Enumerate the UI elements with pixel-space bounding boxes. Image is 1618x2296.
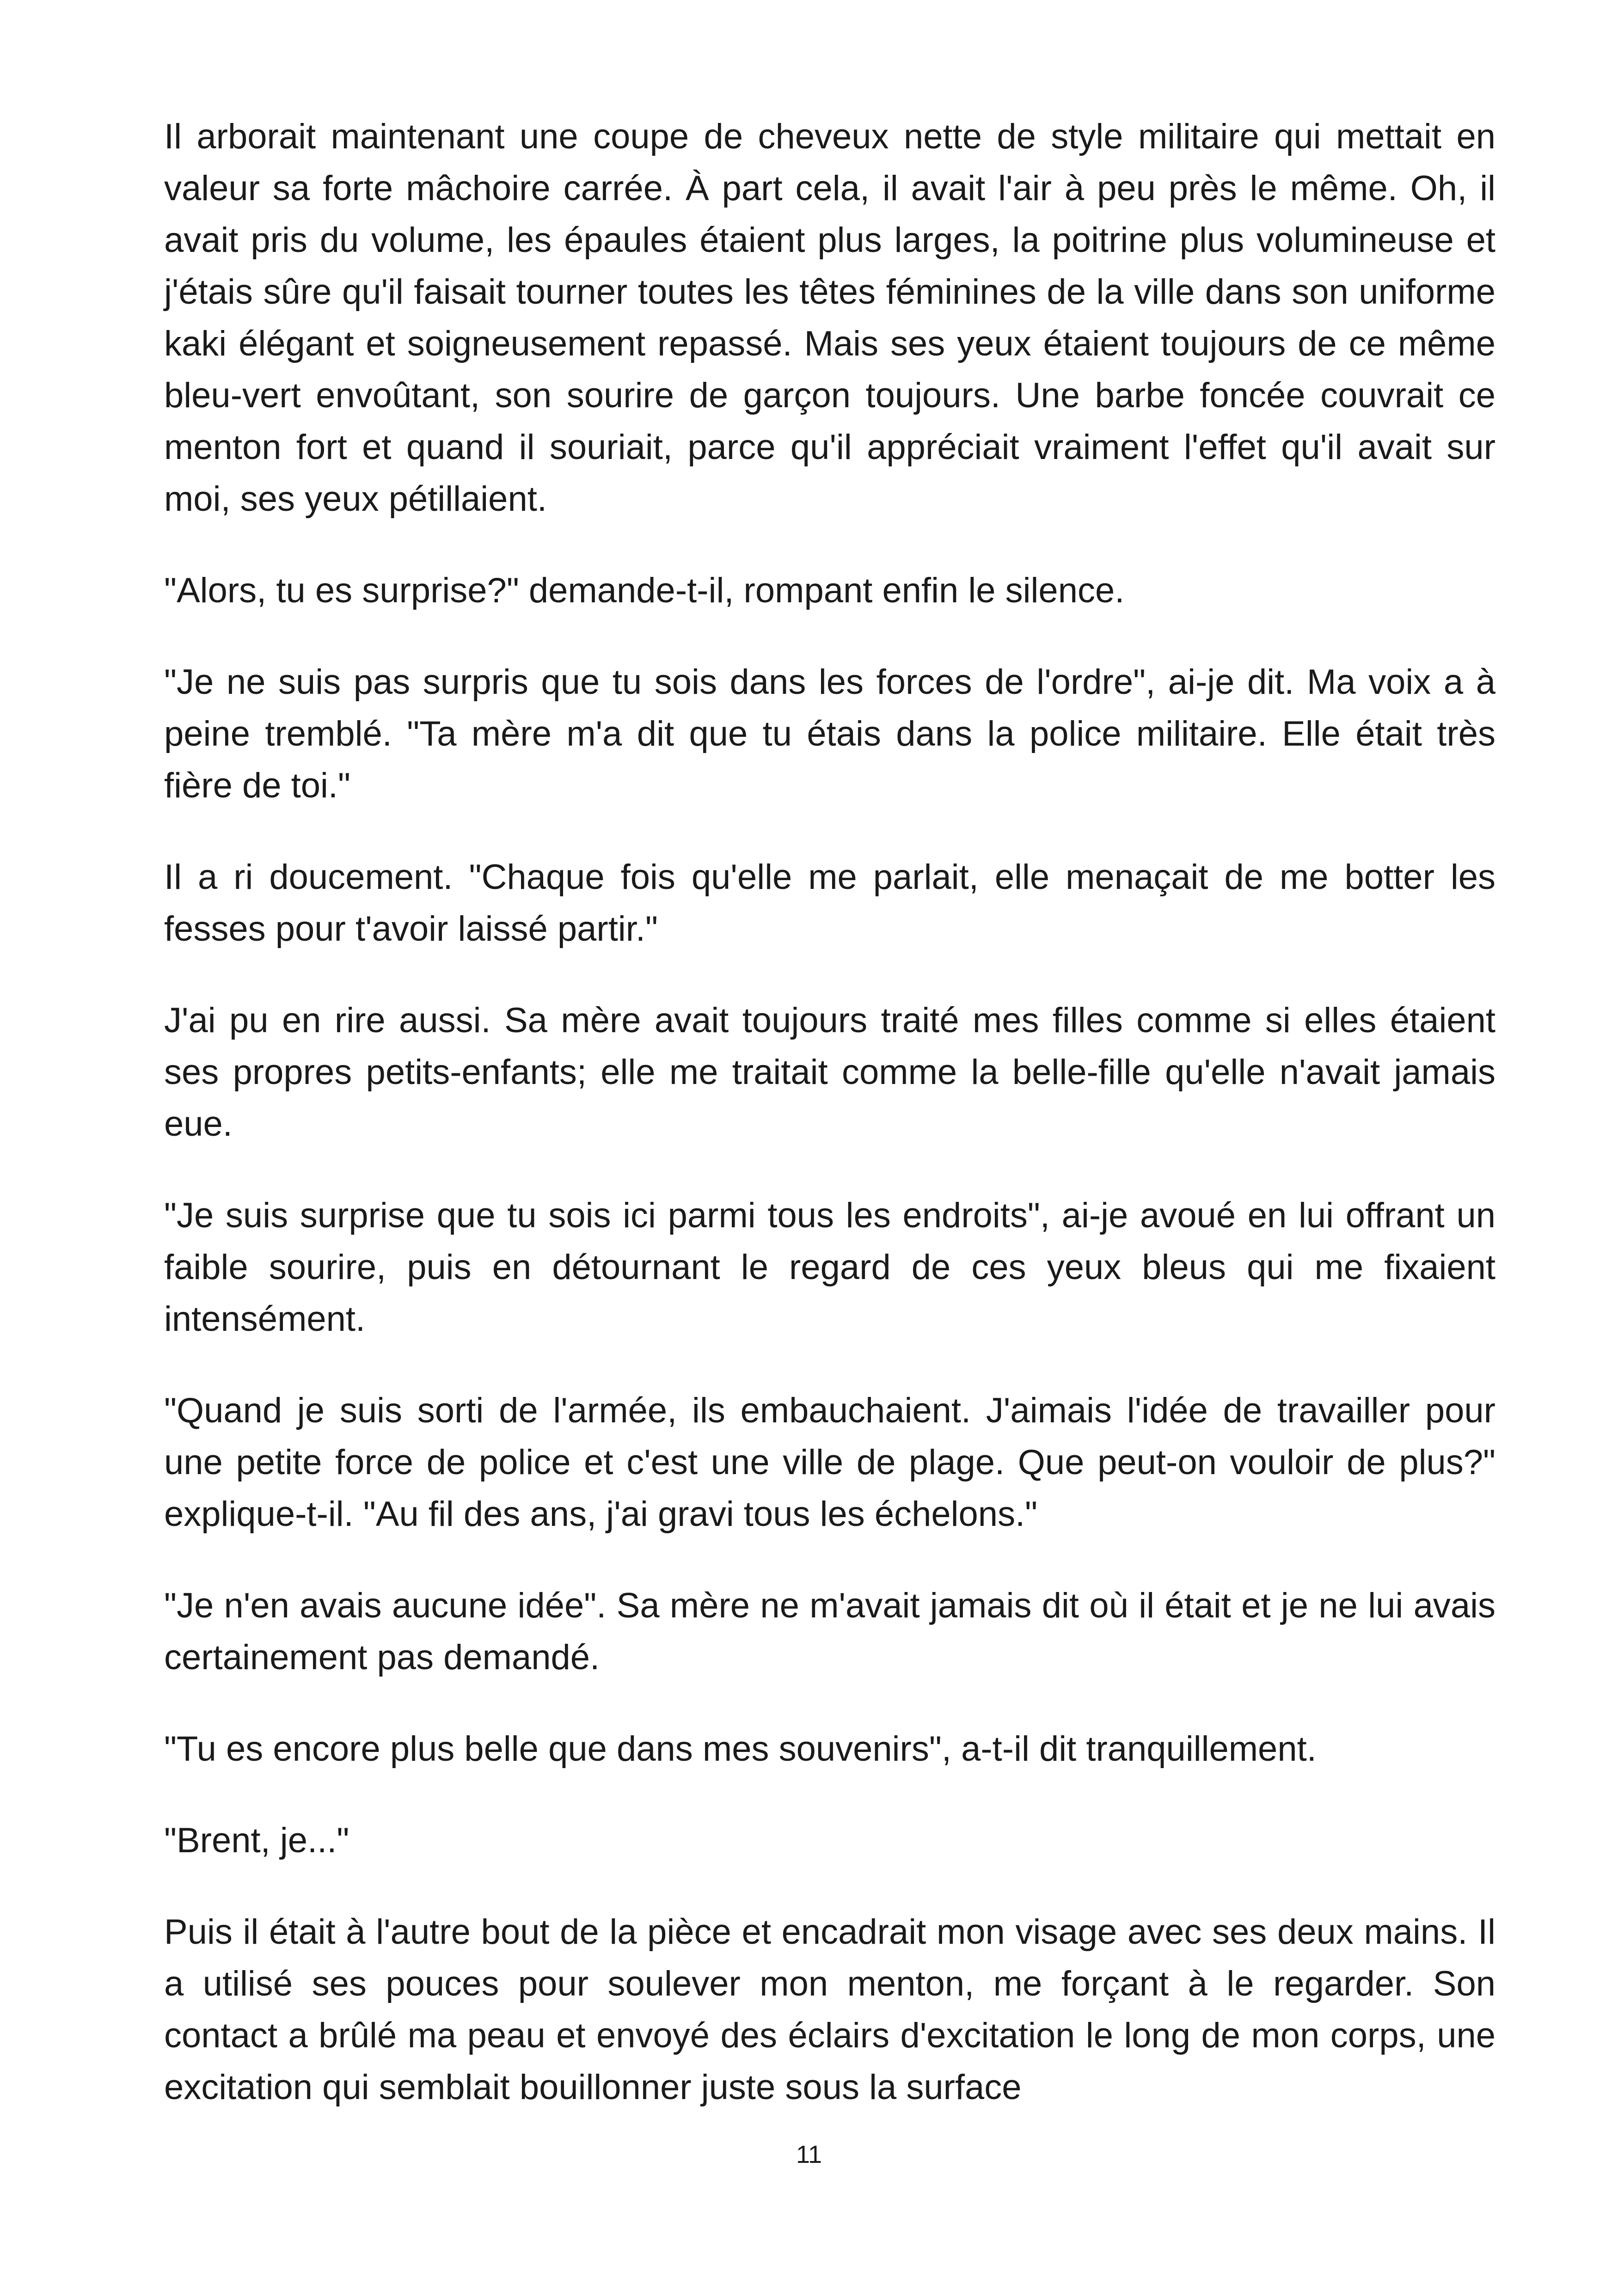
body-text <box>164 111 1495 2113</box>
paragraph-4: Il a ri doucement. "Chaque fois qu'elle me parlait, elle menaçait de me botter les fesses pour t'avoir laissé partir." <box>164 857 1495 949</box>
paragraph-5: J'ai pu en rire aussi. Sa mère avait toujours traité mes filles comme si elles étaient ses propres petits-enfants; elle me traitait comme la belle-fille qu'elle n'avait jamais eue. <box>164 1001 1495 1144</box>
paragraph-8: "Je n'en avais aucune idée". Sa mère ne m'avait jamais dit où il était et je ne lui avais certainement pas demandé. <box>164 1586 1495 1677</box>
page-number: 11 <box>796 2141 822 2168</box>
paragraph-2: "Alors, tu es surprise?" demande-t-il, rompant enfin le silence. <box>164 571 1125 610</box>
paragraph-7: "Quand je suis sorti de l'armée, ils embauchaient. J'aimais l'idée de travailler pour une petite force de police et c'est une ville de plage. Que peut-on vouloir de plus?" explique-t-il. "Au fil des ans, j'ai gravi tous les échelons." <box>164 1391 1495 1534</box>
paragraph-6: "Je suis surprise que tu sois ici parmi tous les endroits", ai-je avoué en lui offrant un faible sourire, puis en détournant le regard de ces yeux bleus qui me fixaient intensément. <box>164 1196 1495 1339</box>
paragraph-10: "Brent, je..." <box>164 1821 349 1860</box>
paragraph-3: "Je ne suis pas surpris que tu sois dans les forces de l'ordre", ai-je dit. Ma voix a à peine tremblé. "Ta mère m'a dit que tu étais dans la police militaire. Elle était très fière de toi." <box>164 662 1495 805</box>
paragraph-11: Puis il était à l'autre bout de la pièce et encadrait mon visage avec ses deux mains. Il a utilisé ses pouces pour soulever mon menton, me forçant à le regarder. Son contact a brûlé ma peau et envoyé des éclairs d'excitation le long de mon corps, une excitation qui semblait bouillonner juste sous la surface <box>164 1912 1495 2107</box>
paragraph-9: "Tu es encore plus belle que dans mes souvenirs", a-t-il dit tranquillement. <box>164 1729 1317 1769</box>
paragraph-1: Il arborait maintenant une coupe de cheveux nette de style militaire qui mettait en valeur sa forte mâchoire carrée. À part cela, il avait l'air à peu près le même. Oh, il avait pris du volume, les épaules étaient plus larges, la poitrine plus volumineuse et j'étais sûre qu'il faisait tourner toutes les têtes féminines de la ville dans son uniforme kaki élégant et soigneusement repassé. Mais ses yeux étaient toujours de ce même bleu-vert envoûtant, son sourire de garçon toujours. Une barbe foncée couvrait ce menton fort et quand il souriait, parce qu'il appréciait vraiment l'effet qu'il avait sur moi, ses yeux pétillaient. <box>164 117 1495 519</box>
